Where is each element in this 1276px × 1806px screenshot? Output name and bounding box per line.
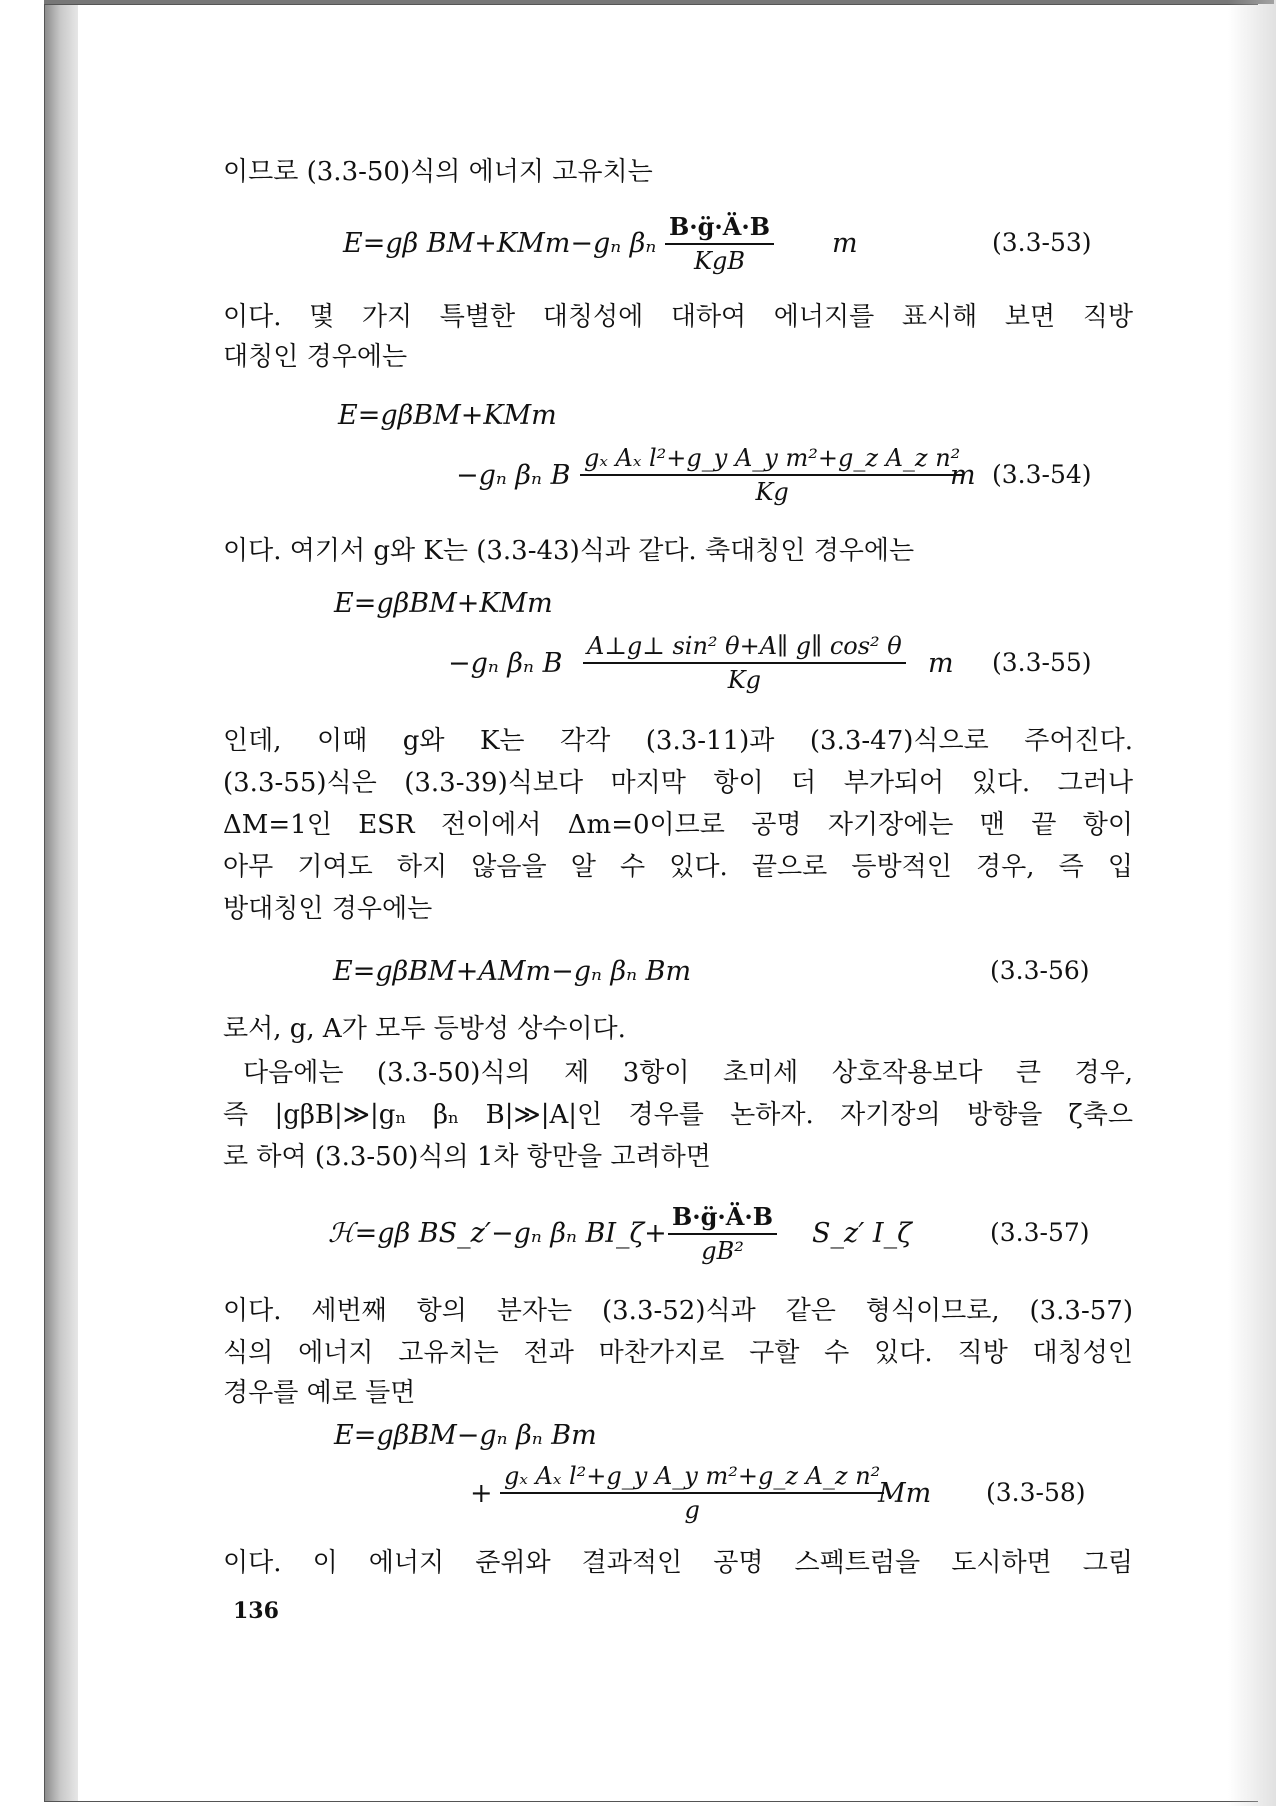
fraction-numerator: A⊥g⊥ sin² θ+A∥ g∥ cos² θ <box>583 632 906 664</box>
page-shadow <box>1228 0 1276 1806</box>
equation-lhs: ℋ=gβ BS_z′−gₙ βₙ BI_ζ+ <box>328 1218 667 1249</box>
equation-number: (3.3-57) <box>990 1218 1090 1247</box>
text-line: 대칭인 경우에는 <box>223 342 408 372</box>
equation-number: (3.3-55) <box>992 648 1092 677</box>
text-line: 이다. 여기서 g와 K는 (3.3-43)식과 같다. 축대칭인 경우에는 <box>223 536 915 566</box>
equation-fraction <box>583 632 906 694</box>
equation-number: (3.3-58) <box>986 1478 1086 1507</box>
equation-tail: m <box>832 228 858 259</box>
equation-tail: m <box>928 648 954 679</box>
fraction-numerator: gₓ Aₓ l²+g_y A_y m²+g_z A_z n² <box>500 1462 884 1494</box>
text-line: 아무 기여도 하지 않음을 알 수 있다. 끝으로 등방적인 경우, 즉 입 <box>223 852 1133 882</box>
text-line: 로 하여 (3.3-50)식의 1차 항만을 고려하면 <box>223 1142 711 1172</box>
text-line: 로서, g, A가 모두 등방성 상수이다. <box>223 1014 626 1044</box>
equation-prefix: + <box>470 1478 493 1509</box>
page-number: 136 <box>233 1598 279 1624</box>
fraction-denominator: KgB <box>694 247 745 275</box>
text-line: ΔM=1인 ESR 전이에서 Δm=0이므로 공명 자기장에는 맨 끝 항이 <box>223 810 1133 840</box>
equation-fraction <box>668 1202 777 1265</box>
fraction-denominator: g <box>684 1496 700 1524</box>
fraction-denominator: Kg <box>727 666 762 694</box>
fraction-numerator: B·g̈·Ä·B <box>668 1202 777 1235</box>
text-line: 식의 에너지 고유치는 전과 마찬가지로 구할 수 있다. 직방 대칭성인 <box>223 1338 1133 1368</box>
equation-tail: S_z′ I_ζ <box>812 1218 912 1249</box>
fraction-denominator: Kg <box>755 478 789 506</box>
text-line: (3.3-55)식은 (3.3-39)식보다 마지막 항이 더 부가되어 있다. 그러나 <box>223 768 1133 798</box>
fraction-denominator: gB² <box>701 1237 744 1265</box>
text-line: 다음에는 (3.3-50)식의 제 3항이 초미세 상호작용보다 큰 경우, <box>243 1058 1133 1088</box>
text-line: 이다. 이 에너지 준위와 결과적인 공명 스펙트럼을 도시하면 그림 <box>223 1548 1133 1578</box>
equation-number: (3.3-53) <box>992 228 1092 257</box>
fraction-numerator: gₓ Aₓ l²+g_y A_y m²+g_z A_z n² <box>580 444 964 476</box>
book-spine-edge <box>44 4 80 1802</box>
equation-prefix: −gₙ βₙ B <box>456 460 571 491</box>
equation-fraction <box>665 212 774 275</box>
equation-tail: Mm <box>878 1478 932 1509</box>
text-line: 인데, 이때 g와 K는 각각 (3.3-11)과 (3.3-47)식으로 주어진다. <box>223 726 1133 756</box>
equation-line: E=gβBM−gₙ βₙ Bm <box>334 1420 597 1451</box>
equation-number: (3.3-54) <box>992 460 1092 489</box>
text-line: 방대칭인 경우에는 <box>223 894 433 924</box>
text-line: 이다. 세번째 항의 분자는 (3.3-52)식과 같은 형식이므로, (3.3-57) <box>223 1296 1133 1326</box>
text-line: 이므로 (3.3-50)식의 에너지 고유치는 <box>223 157 653 187</box>
equation-tail: m <box>950 460 976 491</box>
text-line: 이다. 몇 가지 특별한 대칭성에 대하여 에너지를 표시해 보면 직방 <box>223 302 1133 332</box>
text-line: 즉 |gβB|≫|gₙ βₙ B|≫|A|인 경우를 논하자. 자기장의 방향을 ζ축으 <box>223 1100 1133 1130</box>
equation-prefix: −gₙ βₙ B <box>448 648 563 679</box>
equation-line: E=gβBM+KMm <box>334 588 553 619</box>
text-line: 경우를 예로 들면 <box>223 1378 416 1408</box>
fraction-numerator: B·g̈·Ä·B <box>665 212 774 245</box>
equation-fraction <box>580 444 964 506</box>
equation-lhs: E=gβ BM+KMm−gₙ βₙ <box>343 228 657 259</box>
equation-fraction <box>500 1462 884 1524</box>
equation-line: E=gβBM+KMm <box>338 400 557 431</box>
equation-line: E=gβBM+AMm−gₙ βₙ Bm <box>333 956 692 987</box>
equation-number: (3.3-56) <box>990 956 1090 985</box>
